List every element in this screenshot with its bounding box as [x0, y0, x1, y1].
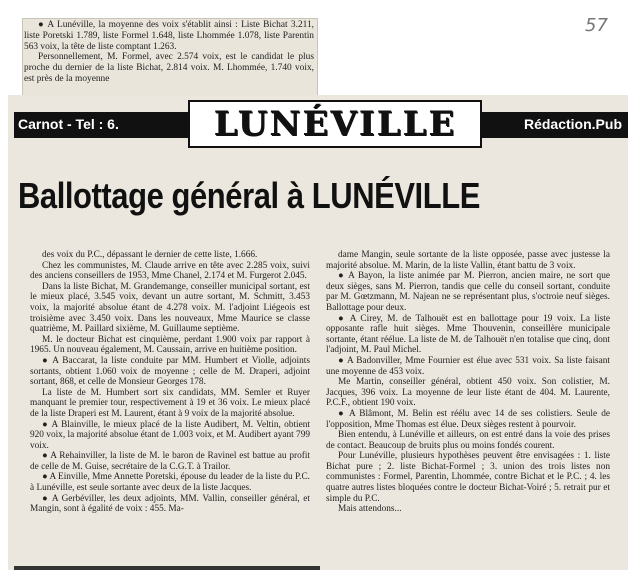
paragraph: La liste de M. Humbert sort six candidats, MM. Semler et Ruyer manquant le premier tour, respectivement à 19 et 36 voix. Le mieux placé de la liste Draperi est M. Laurent, étant à 9 voix de la majorité absolue.: [30, 387, 310, 419]
paragraph: ● A Baccarat, la liste conduite par MM. Humbert et Violle, adjoints sortants, obtient 1.060 voix de moyenne ; celle de M. Draperi, adjoint sortant, 868, et celle de Monsieur Georges 178.: [30, 355, 310, 388]
paragraph: dame Mangin, seule sortante de la liste opposée, passe avec justesse la majorité absolue. M. Marin, de la liste Vallin, étant battu de 3 voix.: [326, 250, 610, 271]
paragraph: Mais attendons...: [338, 504, 402, 515]
paragraph: Personnellement, M. Formel, avec 2.574 voix, est le candidat le plus proche du dernier de la liste Bichat, 2.814 voix. M. Lhommée, 1.740 voix, est près de la moyenne: [24, 52, 314, 84]
paragraph: des voix du P.C., dépassant le dernier de cette liste, 1.666.: [42, 250, 258, 260]
paragraph: ● A Gerbéviller, les deux adjoints, MM. Vallin, conseiller général, et Mangin, sont à égalité de voix : 455. Ma-: [30, 493, 310, 515]
paragraph: Pour Lunéville, plusieurs hypothèses peuvent être envisagées : 1. liste Bichat pure ; 2. liste Bichat-Formel ; 3. union des trois listes non communistes : Formel, Parentin, Lhommée, contre Bichat et le P.C. ; 4. les quatre autres listes bloquées contre le docteur Bichat-Voiré ; 5. retrait pur et simple du P.C.: [326, 451, 610, 504]
paragraph: ● A Blâmont, M. Belin est réélu avec 14 de ses colistiers. Seule de l'opposition, Mme Thomas est élue. Deux sièges restent à pourvoir.: [326, 408, 610, 430]
paragraph: M. le docteur Bichat est cinquième, perdant 1.900 voix par rapport à 1965. Un nouveau également, M. Caussain, arrive en huitième position.: [30, 334, 310, 356]
paragraph: Dans la liste Bichat, M. Grandemange, conseiller municipal sortant, est le mieux placé, 3.545 voix, devant un autre sortant, M. Schmitt, 3.453 voix, la majorité absolue étant de 4.278 voix. M. l'adjoint Liégeois est troisième avec 3.450 voix. Dans les nouveaux, Mme Maurice se classe quatrième, M. Paillard sixième, M. Guillaume septième.: [30, 281, 310, 335]
paragraph: ● A Einville, Mme Annette Poretski, épouse du leader de la liste du P.C. à Lunéville, est seule sortante avec deux de la liste Jacques.: [30, 472, 310, 494]
masthead-logo: LUNÉVILLE: [188, 100, 482, 148]
handwritten-page-number: 57: [585, 15, 608, 36]
masthead-banner: [14, 104, 628, 144]
top-clipping-text: [24, 20, 314, 85]
article-left-column: [30, 250, 310, 515]
article-headline: Ballottage général à LUNÉVILLE: [18, 175, 480, 216]
masthead-left-text: Carnot - Tel : 6.: [18, 116, 119, 132]
paragraph: ● A Blainville, le mieux placé de la liste Audibert, M. Veltin, obtient 920 voix, la majorité absolue étant de 1.003 voix, et M. Audibert ayant 799 voix.: [30, 419, 310, 451]
bottom-rule: [14, 566, 320, 570]
paragraph: ● A Badonviller, Mme Fournier est élue avec 531 voix. Sa liste faisant une moyenne de 453 voix.: [326, 355, 610, 377]
article-right-column: [326, 250, 610, 515]
paragraph: Chez les communistes, M. Claude arrive en tête avec 2.285 voix, suivi des anciens conseillers de 1953, Mme Chanel, 2.174 et M. Furgerot 2.045.: [30, 260, 310, 282]
paragraph: ● A Cirey, M. de Talhouët est en ballottage pour 19 voix. La liste opposante rafle huit sièges. Mme Thouvenin, conseillère municipale sortante, étant réélue. La liste de M. de Talhouët n'en totalise que cinq, dont l'adjoint, M. Paul Michel.: [326, 313, 610, 356]
masthead-right-text: Rédaction.Pub: [523, 116, 622, 132]
paragraph: ● A Rehainviller, la liste de M. le baron de Ravinel est battue au profit de celle de M. Guise, secrétaire de la C.G.T. à Trailor.: [30, 451, 310, 472]
paragraph: ● A Lunéville, la moyenne des voix s'établit ainsi : Liste Bichat 3.211, liste Poretski 1.789, liste Formel 1.648, liste Lhommée 1.078, liste Parentin 563 voix, la tête de liste comptant 1.263.: [24, 20, 314, 52]
paragraph: Me Martin, conseiller général, obtient 450 voix. Son colistier, M. Jacques, 396 voix. La moyenne de leur liste étant de 404. M. Laurente, P.C.F., obtient 190 voix.: [326, 377, 610, 409]
paragraph: Bien entendu, à Lunéville et ailleurs, on est entré dans la voie des prises de contact. Beaucoup de bruits plus ou moins fondés courent.: [326, 430, 610, 451]
paragraph: ● A Bayon, la liste animée par M. Pierron, ancien maire, ne sort que deux sièges, sans M. Pierron, tandis que celle du conseil sortant, conduite par M. Gœtzmann, M. Najean ne se représentant plus, s'octroie neuf sièges. Ballottage pour deux.: [326, 271, 610, 313]
